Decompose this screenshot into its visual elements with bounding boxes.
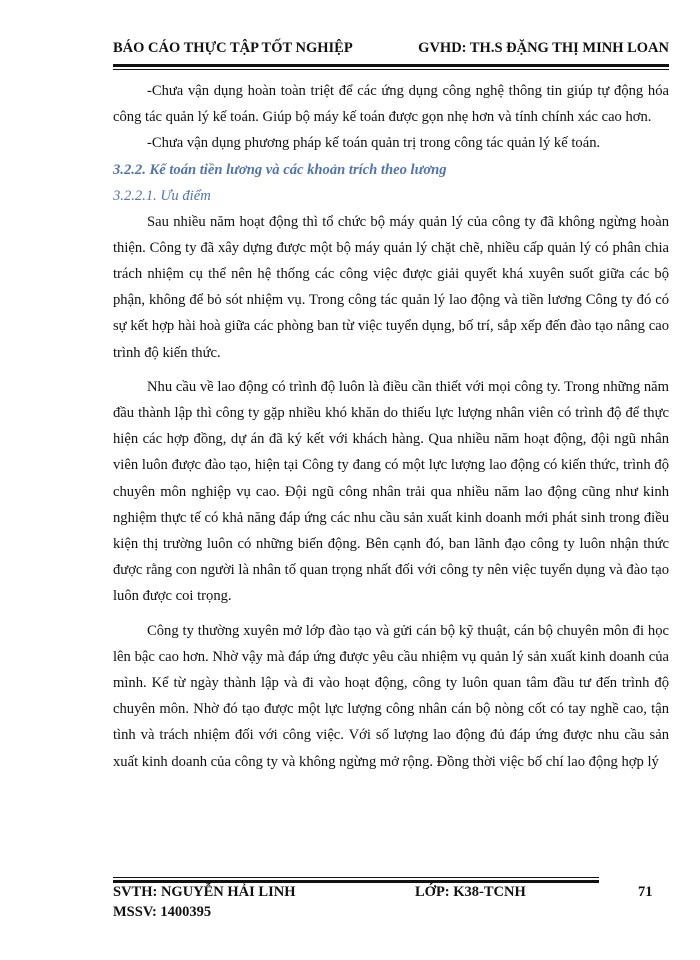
page-number: 71 xyxy=(638,884,653,900)
header-rule-thick xyxy=(113,64,669,67)
student-id: MSSV: 1400395 xyxy=(113,904,212,920)
report-title: BÁO CÁO THỰC TẬP TỐT NGHIỆP xyxy=(113,40,353,56)
supervisor: GVHD: TH.S ĐẶNG THỊ MINH LOAN xyxy=(418,40,669,56)
paragraph-advantages-1: Sau nhiều năm hoạt động thì tổ chức bộ máy quản lý của công ty đã không ngừng hoàn thiện. Công ty đã xây dựng được một bộ máy quản lý chặt chẽ, nhiều cấp quản lý có phân chia trách nhiệm cụ thể nên hệ thống các công việc được giải quyết khá xuyên suốt giữa các bộ phận, không để bỏ sót nhiệm vụ. Trong công tác quản lý lao động và tiền lương Công ty đó có sự kết hợp hài hoà giữa các phòng ban từ việc tuyển dụng, bố trí, sắp xếp đến đào tạo nâng cao trình độ kiến thức. xyxy=(113,213,669,361)
header-rule-thin xyxy=(113,69,669,70)
paragraph-limitation-2: -Chưa vận dụng phương pháp kế toán quản trị trong công tác quản lý kế toán. xyxy=(147,135,601,152)
section-heading: 3.2.2. Kế toán tiền lương và các khoản trích theo lương xyxy=(113,161,447,178)
paragraph-advantages-3: Công ty thường xuyên mở lớp đào tạo và gửi cán bộ kỹ thuật, cán bộ chuyên môn đi học lên bậc cao hơn. Nhờ vậy mà đáp ứng được yêu cầu nhiệm vụ quản lý sản xuất kinh doanh của mình. Kể từ ngày thành lập và đi vào hoạt động, công ty luôn quan tâm đầu tư đến trình độ chuyên môn. Nhờ đó tạo được một lực lượng công nhân cán bộ nòng cốt có tay nghề cao, tận tình và trách nhiệm đối với công việc. Với số lượng lao động đủ đáp ứng được nhu cầu sản xuất kinh doanh của công ty và không ngừng mở rộng. Đồng thời việc bố chí lao động hợp lý xyxy=(113,622,669,770)
subsection-heading: 3.2.2.1. Ưu điểm xyxy=(113,187,211,204)
footer-rule-thick xyxy=(113,880,599,883)
paragraph-advantages-2: Nhu cầu về lao động có trình độ luôn là điều cần thiết với mọi công ty. Trong những năm đầu thành lập thì công ty gặp nhiều khó khăn do thiếu lực lượng nhân viên có trình độ để thực hiện các hợp đồng, dự án đã ký kết với khách hàng. Qua nhiều năm hoạt động, đội ngũ nhân viên luôn được đào tạo, hiện tại Công ty đang có một lực lượng lao động có kiến thức, trình độ chuyên môn nghiệp vụ cao. Đội ngũ công nhân trải qua nhiều năm lao động cũng như kinh nghiệm thực tế có khả năng đáp ứng các nhu cầu sản xuất kinh doanh mới phát sinh trong điều kiện thị trường luôn có những biến động. Bên cạnh đó, ban lãnh đạo công ty luôn nhận thức được rằng con người là nhân tố quan trọng nhất đối với công ty nên việc tuyển dụng và đào tạo luôn được coi trọng. xyxy=(113,378,669,605)
student-name: SVTH: NGUYỄN HẢI LINH xyxy=(113,884,296,900)
page-header xyxy=(113,40,669,62)
footer-rule-thin xyxy=(113,877,599,878)
page-body xyxy=(113,78,669,775)
class-code: LỚP: K38-TCNH xyxy=(415,884,526,900)
paragraph-limitation-1: -Chưa vận dụng hoàn toàn triệt để các ứng dụng công nghệ thông tin giúp tự động hóa công tác quản lý kế toán. Giúp bộ máy kế toán được gọn nhẹ hơn và tính chính xác cao hơn. xyxy=(113,83,669,126)
